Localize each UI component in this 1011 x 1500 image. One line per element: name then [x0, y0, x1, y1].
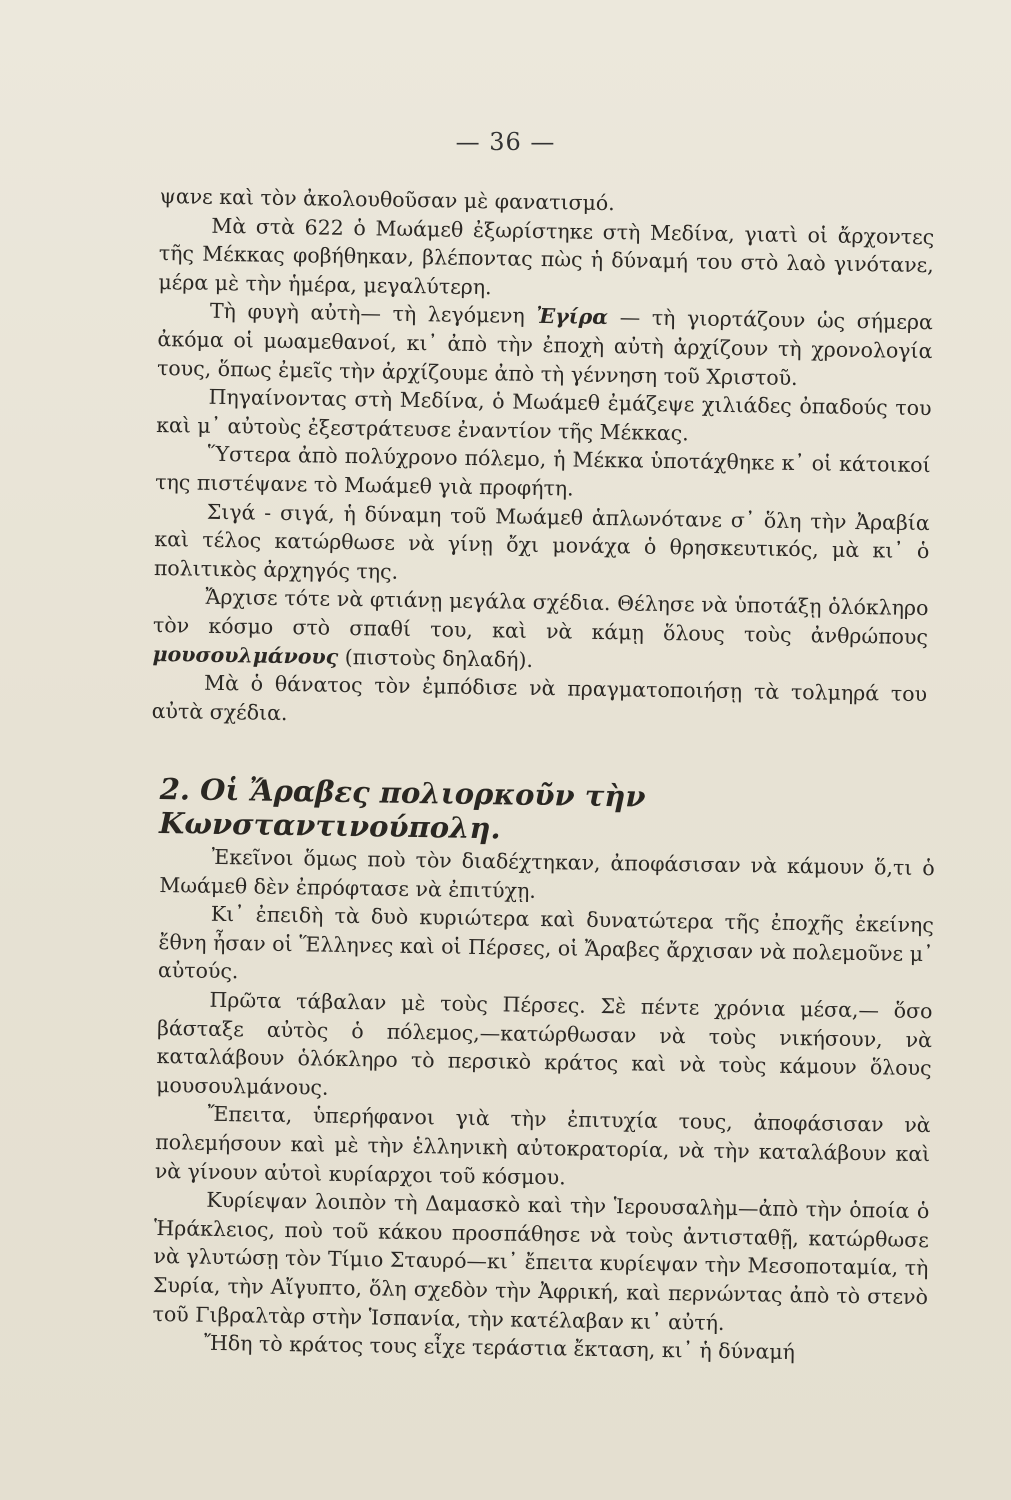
paragraph — [157, 296, 933, 394]
body-text-section-2 — [152, 842, 935, 1369]
paragraph-part: Ἄρχισε τότε νὰ φτιάνῃ μεγάλα σχέδια. Θέλησε νὰ ὑποτάξῃ ὁλόκληρο τὸν κόσμο στὸ σπαθί του, καὶ νὰ κάμῃ ὅλους τοὺς ἀνθρώπους — [152, 585, 929, 650]
page-number: — 36 — — [455, 128, 556, 156]
paragraph: Ὕστερα ἀπὸ πολύχρονο πόλεμο, ἡ Μέκκα ὑποτάχθηκε κ᾿ οἱ κάτοικοί της πιστέψανε τὸ Μωάμεθ γιὰ προφήτη. — [155, 442, 931, 501]
paragraph: Ἔπειτα, ὑπερήφανοι γιὰ τὴν ἐπιτυχία τους, ἀποφάσισαν νὰ πολεμήσουν καὶ μὲ τὴν ἑλληνικὴ αὐτοκρατορία, νὰ τὴν καταλάβουν καὶ νὰ γίνουν αὐτοὶ κυρίαρχοι τοῦ κόσμου. — [154, 1102, 931, 1189]
paragraph-part: — τὴ γιορτάζουν ὡς σήμερα ἀκόμα οἱ μωαμεθανοί, κι᾿ ἀπὸ τὴν ἐποχὴ αὐτὴ ἀρχίζουν τὴ χρονολογία τους, ὅπως ἐμεῖς τὴν ἀρχίζουμε ἀπὸ τὴ γέννηση τοῦ Χριστοῦ. — [156, 305, 934, 390]
emphasized-term: Ἐγίρα — [536, 304, 609, 330]
paragraph: Πηγαίνοντας στὴ Μεδίνα, ὁ Μωάμεθ ἐμάζεψε χιλιάδες ὀπαδούς του καὶ μ᾿ αὐτοὺς ἐξεστράτευσε ἐναντίον τῆς Μέκκας. — [155, 384, 932, 446]
paragraph — [152, 582, 928, 680]
paragraph: Πρῶτα τάβαλαν μὲ τοὺς Πέρσες. Σὲ πέντε χρόνια μέσα,— ὅσο βάσταξε αὐτὸς ὁ πόλεμος,—κατώρθωσαν νὰ τοὺς νικήσουν, νὰ καταλάβουν ὁλόκληρο τὸ περσικὸ κράτος καὶ νὰ τοὺς κάμουν ὅλους μουσουλμάνους. — [155, 987, 933, 1100]
paragraph: Κυρίεψαν λοιπὸν τὴ Δαμασκὸ καὶ τὴν Ἱερουσαλὴμ—ἀπὸ τὴν ὁποία ὁ Ἡράκλειος, ποὺ τοῦ κάκου προσπάθησε νὰ τοὺς ἀντισταθῇ, κατώρθωσε νὰ γλυτώσῃ τὸν Τίμιο Σταυρό—κι᾿ ἔπειτα κυρίεψαν τὴν Μεσοποταμία, τὴ Συρία, τὴν Αἴγυπτο, ὅλη σχεδὸν τὴν Ἀφρική, καὶ περνώντας ἀπὸ τὸ στενὸ τοῦ Γιβραλτὰρ στὴν Ἱσπανία, τὴν κατέλαβαν κι᾿ αὐτή. — [152, 1187, 930, 1335]
paragraph: Κι᾿ ἐπειδὴ τὰ δυὸ κυριώτερα καὶ δυνατώτερα τῆς ἐποχῆς ἐκείνης ἔθνη ἦσαν οἱ Ἕλληνες καὶ οἱ Πέρσες, οἱ Ἄραβες ἄρχισαν νὰ πολεμοῦνε μ᾿ αὐτούς. — [157, 901, 934, 984]
section-heading: 2. Οἱ Ἄραβες πολιορκοῦν τὴν Κωνσταντινούπολη. — [158, 772, 646, 846]
paragraph: Σιγά - σιγά, ἡ δύναμη τοῦ Μωάμεθ ἁπλωνότανε σ᾿ ὅλη τὴν Ἀραβία καὶ τέλος κατώρθωσε νὰ γίνῃ ὄχι μονάχα ὁ θρησκευτικός, μὰ κι᾿ ὁ πολιτικὸς ἀρχηγός της. — [153, 499, 930, 584]
paragraph: Μὰ ὁ θάνατος τὸν ἐμπόδισε νὰ πραγματοποιήσῃ τὰ τολμηρά του αὐτὰ σχέδια. — [151, 670, 928, 725]
paragraph: Ἐκεῖνοι ὅμως ποὺ τὸν διαδέχτηκαν, ἀποφάσισαν νὰ κάμουν ὅ,τι ὁ Μωάμεθ δὲν ἐπρόφτασε νὰ ἐπιτύχῃ. — [159, 844, 935, 903]
paragraph-part: Τὴ φυγὴ αὐτὴ— τὴ λεγόμενη — [209, 299, 525, 329]
paragraph-part: (πιστοὺς δηλαδή). — [344, 644, 534, 672]
body-text-section-1 — [151, 182, 934, 737]
paragraph: Μὰ στὰ 622 ὁ Μωάμεθ ἐξωρίστηκε στὴ Μεδίνα, γιατὶ οἱ ἄρχοντες τῆς Μέκκας φοβήθηκαν, βλέποντας πὼς ἡ δύναμή του στὸ λαὸ γινότανε, μέρα μὲ τὴν ἡμέρα, μεγαλύτερη. — [158, 213, 935, 300]
paragraph: ψανε καὶ τὸν ἀκολουθοῦσαν μὲ φανατισμό. — [159, 183, 615, 216]
emphasized-term: μουσουλμάνους — [152, 641, 339, 669]
paragraph: Ἤδη τὸ κράτος τους εἶχε τεράστια ἔκταση, κι᾿ ἡ δύναμή — [203, 1330, 796, 1365]
